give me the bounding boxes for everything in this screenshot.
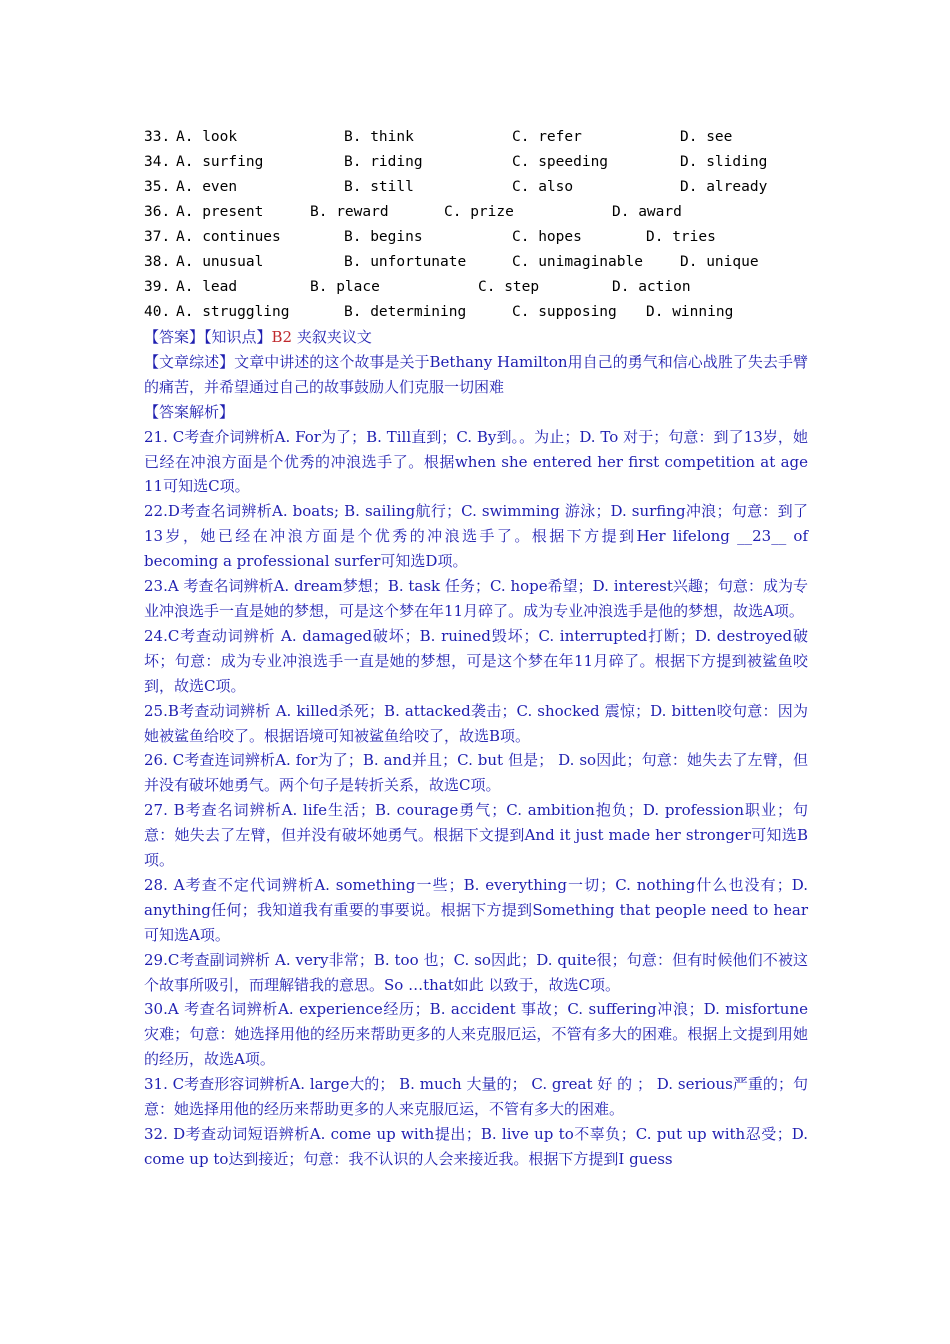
explanation-29: 29.C考查副词辨析 A. very非常；B. too 也；C. so因此；D. quite很；句意：但有时候他们不被这个故事所吸引，而理解错我的意思。So …that如此 以致于，故选C项。: [144, 950, 808, 994]
question-number: 34.: [144, 154, 171, 170]
question-number: 40.: [144, 304, 171, 320]
explanation-26: 26. C考查连词辨析A. for为了；B. and并且；C. but 但是； D. so因此；句意：她失去了左臂，但并没有破坏她勇气。两个句子是转折关系，故选C项。: [144, 751, 808, 795]
option-c: C. speeding: [512, 154, 609, 170]
option-d: D. winning: [646, 304, 734, 320]
option-row-37: [144, 225, 808, 250]
explanation-21: 21. C考查介词辨析A. For为了；B. Till直到；C. By到。。为止；D. To 对于；句意：到了13岁，她已经在冲浪方面是个优秀的冲浪选手了。根据when she entered her first competition at age 11可知选C项。: [144, 427, 808, 496]
option-b: B. begins: [344, 229, 423, 245]
option-d: D. see: [680, 129, 733, 145]
explanation-32: 32. D考查动词短语辨析A. come up with提出；B. live up to不辜负；C. put up with忍受；D. come up to达到接近；句意：我不认识的人会来接近我。根据下方提到I guess: [144, 1125, 808, 1168]
option-a: A. look: [176, 129, 238, 145]
option-b: B. still: [344, 179, 414, 195]
option-d: D. unique: [680, 254, 759, 270]
option-c: C. refer: [512, 129, 582, 145]
option-row-39: [144, 275, 808, 300]
option-a: A. surfing: [176, 154, 264, 170]
explanation-22: 22.D考查名词辨析A. boats; B. sailing航行；C. swimming 游泳；D. surfing冲浪；句意：到了13岁，她已经在冲浪方面是个优秀的冲浪选手了。根据下方提到Her lifelong __23__ of becoming a professional surfer可知选D项。: [144, 502, 808, 571]
option-c: C. prize: [444, 204, 514, 220]
option-a: A. even: [176, 179, 238, 195]
answer-header: [144, 325, 808, 350]
option-row-36: [144, 200, 808, 225]
option-row-35: [144, 175, 808, 200]
knowledge-code: B2: [271, 328, 293, 346]
option-c: C. hopes: [512, 229, 582, 245]
explanation-31: 31. C考查形容词辨析A. large大的； B. much 大量的； C. great 好 的 ； D. serious严重的；句意：她选择用他的经历来帮助更多的人来克服厄运，不管有多大的困难。: [144, 1075, 808, 1119]
option-d: D. sliding: [680, 154, 768, 170]
option-b: B. unfortunate: [344, 254, 467, 270]
explanation-list: [144, 425, 808, 1172]
summary-text: 文章中讲述的这个故事是关于Bethany Hamilton用自己的勇气和信心战胜了失去手臂的痛苦，并希望通过自己的故事鼓励人们克服一切困难: [144, 352, 808, 396]
question-number: 35.: [144, 179, 171, 195]
option-a: A. unusual: [176, 254, 264, 270]
explanation-30: 30.A 考查名词辨析A. experience经历；B. accident 事故；C. suffering冲浪；D. misfortune灾难；句意：她选择用他的经历来帮助更多的人来克服厄运，不管有多大的困难。根据上文提到用她的经历，故选A项。: [144, 1000, 808, 1069]
analysis-label: 【答案解析】: [144, 402, 235, 421]
option-row-40: [144, 300, 808, 325]
question-number: 38.: [144, 254, 171, 270]
option-d: D. tries: [646, 229, 716, 245]
summary-label: 【文章综述】: [144, 352, 235, 371]
option-b: B. think: [344, 129, 414, 145]
answer-label: 【答案】【知识点】: [144, 328, 272, 346]
question-number: 39.: [144, 279, 171, 295]
option-c: C. supposing: [512, 304, 617, 320]
option-a: A. present: [176, 204, 264, 220]
option-b: B. place: [310, 279, 380, 295]
knowledge-category: 夹叙夹议文: [292, 328, 372, 346]
option-d: D. award: [612, 204, 682, 220]
question-number: 33.: [144, 129, 171, 145]
option-c: C. also: [512, 179, 574, 195]
article-summary: [144, 350, 808, 400]
option-b: B. determining: [344, 304, 467, 320]
option-d: D. already: [680, 179, 768, 195]
option-row-34: [144, 150, 808, 175]
explanation-28: 28. A考查不定代词辨析A. something一些；B. everything一切；C. nothing什么也没有；D. anything任何；我知道我有重要的事要说。根据下方提到Something that people need to hear可知选A项。: [144, 875, 808, 944]
option-b: B. riding: [344, 154, 423, 170]
option-d: D. action: [612, 279, 691, 295]
option-c: C. unimaginable: [512, 254, 643, 270]
explanation-24: 24.C考查动词辨析 A. damaged破坏；B. ruined毁坏；C. interrupted打断；D. destroyed破坏；句意：成为专业冲浪选手一直是她的梦想，可是这个梦在年11月碎了。根据下方提到被鲨鱼咬到，故选C项。: [144, 626, 808, 695]
option-a: A. lead: [176, 279, 238, 295]
option-row-38: [144, 250, 808, 275]
option-a: A. struggling: [176, 304, 290, 320]
explanation-25: 25.B考查动词辨析 A. killed杀死；B. attacked袭击；C. shocked 震惊；D. bitten咬句意：因为她被鲨鱼给咬了。根据语境可知被鲨鱼给咬了，故选B项。: [144, 701, 808, 745]
option-list: [144, 125, 808, 325]
document-page: [144, 125, 808, 1172]
explanation-27: 27. B考查名词辨析A. life生活；B. courage勇气；C. ambition抱负；D. profession职业；句意：她失去了左臂，但并没有破坏她勇气。根据下文提到And it just made her stronger可知选B项。: [144, 801, 808, 870]
question-number: 37.: [144, 229, 171, 245]
option-c: C. step: [478, 279, 540, 295]
question-number: 36.: [144, 204, 171, 220]
explanation-23: 23.A 考查名词辨析A. dream梦想；B. task 任务；C. hope希望；D. interest兴趣；句意：成为专业冲浪选手一直是她的梦想，可是这个梦在年11月碎了。成为专业冲浪选手是他的梦想，故选A项。: [144, 577, 808, 620]
option-b: B. reward: [310, 204, 389, 220]
option-row-33: [144, 125, 808, 150]
option-a: A. continues: [176, 229, 281, 245]
